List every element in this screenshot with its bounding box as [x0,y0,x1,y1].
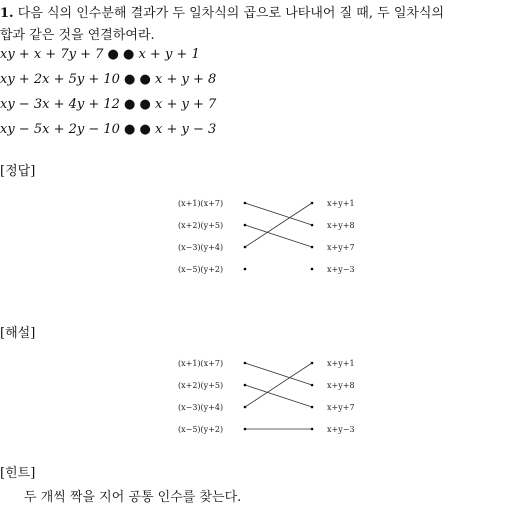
answer-right-label-2: x+y+8 [327,221,355,230]
answer-title: [정답] [0,164,36,179]
explanation-left-label-2: (x+2)(y+5) [178,381,224,390]
explanation-connector-2 [245,385,312,407]
answer-right-label-3: x+y+7 [327,243,355,252]
answer-right-label-4: x+y−3 [327,265,355,274]
explanation-connector-3 [245,363,312,407]
answer-left-dot-4 [244,268,247,271]
hint-title: [힌트] [0,466,36,481]
explanation-connector-1 [245,363,312,385]
expression-1: xy + x + 7y + 7 ● ● x + y + 1 [0,47,200,62]
explanation-right-label-4: x+y−3 [327,425,355,434]
explanation-right-label-3: x+y+7 [327,403,355,412]
explanation-left-label-1: (x+1)(x+7) [178,359,224,368]
answer-connector-1 [245,203,312,225]
answer-right-label-1: x+y+1 [327,199,355,208]
explanation-right-label-1: x+y+1 [327,359,355,368]
answer-right-dot-4 [311,268,314,271]
answer-connector-2 [245,225,312,247]
explanation-left-label-4: (x−5)(y+2) [178,425,224,434]
answer-left-label-1: (x+1)(x+7) [178,199,224,208]
answer-left-label-4: (x−5)(y+2) [178,265,224,274]
question-text-1: 다음 식의 인수분해 결과가 두 일차식의 곱으로 나타내어 질 때, 두 일차식의 [17,6,445,21]
expression-4: xy − 5x + 2y − 10 ● ● x + y − 3 [0,122,217,137]
answer-left-label-3: (x−3)(y+4) [178,243,224,252]
question-number: 1. [0,6,14,21]
explanation-left-label-3: (x−3)(y+4) [178,403,224,412]
question-text-2: 합과 같은 것을 연결하여라. [0,28,155,43]
answer-left-label-2: (x+2)(y+5) [178,221,224,230]
hint-text: 두 개씩 짝을 지어 공통 인수를 찾는다. [24,490,242,505]
explanation-right-label-2: x+y+8 [327,381,355,390]
explanation-title: [해설] [0,326,36,341]
answer-connector-3 [245,203,312,247]
expression-2: xy + 2x + 5y + 10 ● ● x + y + 8 [0,72,217,87]
expression-3: xy − 3x + 4y + 12 ● ● x + y + 7 [0,97,217,112]
